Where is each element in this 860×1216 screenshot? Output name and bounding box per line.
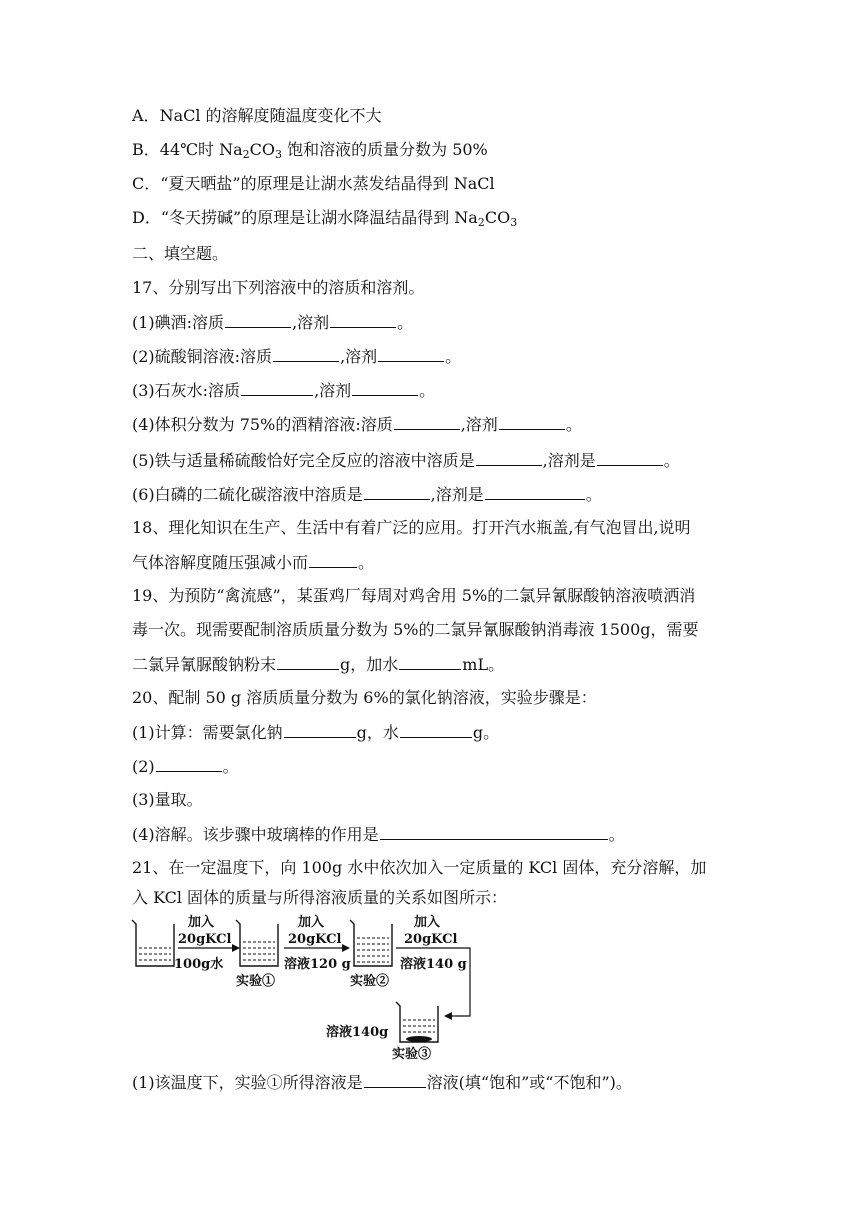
answer-blank[interactable] <box>380 824 608 840</box>
q18-line-1: 18、理化知识在生产、生活中有着广泛的应用。打开汽水瓶盖,有气泡冒出,说明 <box>132 518 691 537</box>
add-amount-1: 20gKCl <box>178 932 232 947</box>
kcl-experiment-diagram <box>128 910 488 1066</box>
q19-line-3: 二氯异氰脲酸钠粉末 g，加水 mL。 <box>132 655 505 674</box>
exp-3-label: 实验③ <box>392 1047 432 1062</box>
answer-blank[interactable] <box>156 756 222 772</box>
q17-stem: 17、分别写出下列溶液中的溶质和溶剂。 <box>132 278 425 297</box>
answer-blank[interactable] <box>309 552 357 568</box>
q17-item-6: (6)白磷的二硫化碳溶液中溶质是 ,溶剂是 。 <box>132 485 602 504</box>
q21-sub-1: (1)该温度下，实验①所得溶液是 溶液(填“饱和”或“不饱和”)。 <box>132 1073 632 1092</box>
option-c: C．“夏天晒盐”的原理是让湖水蒸发结晶得到 NaCl <box>132 174 495 193</box>
q20-step-4: (4)溶解。该步骤中玻璃棒的作用是 。 <box>132 825 625 844</box>
beaker-exp3-icon <box>396 1002 438 1042</box>
answer-blank[interactable] <box>597 450 663 466</box>
q18-line-2: 气体溶解度随压强减小而 。 <box>132 553 375 572</box>
exp-1-label: 实验① <box>236 974 276 989</box>
q17-item-2: (2)硫酸铜溶液:溶质 ,溶剂 。 <box>132 347 462 366</box>
answer-blank[interactable] <box>277 654 339 670</box>
water-label: 100g水 <box>174 957 224 972</box>
add-amount-3: 20gKCl <box>404 932 458 947</box>
q21-line-2: 入 KCl 固体的质量与所得溶液质量的关系如图所示： <box>132 888 508 907</box>
q19-line-2: 毒一次。现需要配制溶质质量分数为 5%的二氯异氰脲酸钠消毒液 1500g，需要 <box>132 620 699 639</box>
answer-blank[interactable] <box>273 346 339 362</box>
solution-120-label: 溶液120 g <box>284 957 351 972</box>
q20-stem: 20、配制 50 g 溶质质量分数为 6%的氯化钠溶液，实验步骤是： <box>132 688 597 707</box>
answer-blank[interactable] <box>400 722 472 738</box>
arrow-head-icon <box>444 1012 452 1020</box>
q21-line-1: 21、在一定温度下，向 100g 水中依次加入一定质量的 KCl 固体，充分溶解，加 <box>132 858 707 877</box>
section-title: 二、填空题。 <box>132 244 229 263</box>
option-d: D．“冬天捞碱”的原理是让湖水降温结晶得到 $Na_2CO_3$ <box>132 208 518 229</box>
add-amount-2: 20gKCl <box>288 932 342 947</box>
add-label-1: 加入 <box>188 915 215 930</box>
q20-step-3: (3)量取。 <box>132 790 203 809</box>
add-label-3: 加入 <box>414 915 441 930</box>
option-a: A．NaCl 的溶解度随温度变化不大 <box>132 106 382 125</box>
answer-blank[interactable] <box>394 414 460 430</box>
q17-item-5: (5)铁与适量稀硫酸恰好完全反应的溶液中溶质是 ,溶剂是 。 <box>132 451 680 470</box>
q20-step-2: (2) 。 <box>132 757 239 776</box>
answer-blank[interactable] <box>330 312 396 328</box>
solution-140-label-3: 溶液140g <box>326 1025 389 1040</box>
arrow-head-icon <box>342 944 350 952</box>
beaker-exp1-icon <box>236 920 278 966</box>
q17-item-3: (3)石灰水:溶质 ,溶剂 。 <box>132 381 436 400</box>
answer-blank[interactable] <box>399 654 461 670</box>
answer-blank[interactable] <box>485 484 585 500</box>
solution-140-label: 溶液140 g <box>400 957 467 972</box>
q17-item-1: (1)碘酒:溶质 ,溶剂 。 <box>132 313 414 332</box>
q17-item-4: (4)体积分数为 75%的酒精溶液:溶质 ,溶剂 。 <box>132 415 582 434</box>
answer-blank[interactable] <box>476 450 542 466</box>
answer-blank[interactable] <box>499 414 565 430</box>
exp-2-label: 实验② <box>350 974 390 989</box>
add-label-2: 加入 <box>298 915 325 930</box>
answer-blank[interactable] <box>225 312 291 328</box>
answer-blank[interactable] <box>378 346 444 362</box>
answer-blank[interactable] <box>364 1072 426 1088</box>
answer-blank[interactable] <box>241 380 313 396</box>
beaker-exp2-icon <box>350 920 392 966</box>
beaker-water-icon <box>132 920 174 966</box>
arrow-head-icon <box>232 944 240 952</box>
option-b: B．44℃时 $Na_2CO_3$ 饱和溶液的质量分数为 50% <box>132 140 488 161</box>
q19-line-1: 19、为预防“禽流感”，某蛋鸡厂每周对鸡舍用 5%的二氯异氰脲酸钠溶液喷洒消 <box>132 586 696 605</box>
answer-blank[interactable] <box>364 484 430 500</box>
answer-blank[interactable] <box>284 722 356 738</box>
q20-step-1: (1)计算：需要氯化钠 g，水 g。 <box>132 723 500 742</box>
answer-blank[interactable] <box>352 380 418 396</box>
